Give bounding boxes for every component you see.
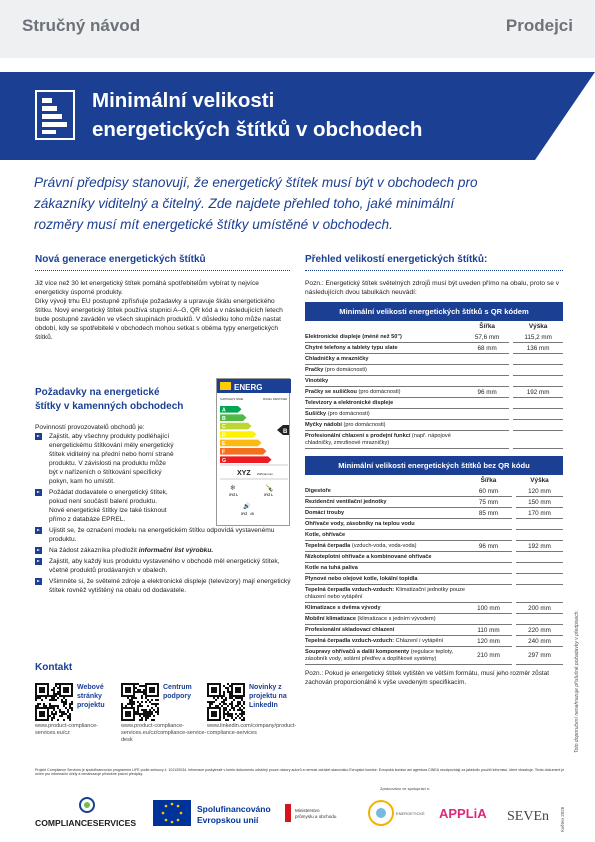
contact-list: [35, 683, 295, 744]
label-class-letter: D: [222, 432, 226, 439]
label-width: [465, 409, 509, 420]
table-row: [305, 409, 563, 420]
top-bar: [0, 0, 595, 58]
label-class-letter: A: [222, 407, 226, 414]
label-height: [513, 420, 563, 431]
col-width-header: Šířka: [480, 477, 497, 484]
label-supplier: SUPPLIER'S NAME: [220, 398, 244, 401]
product-group: Plynové nebo olejové kotle, lokální topidla: [305, 574, 465, 585]
label-height: [516, 563, 563, 574]
label-width: 85 mm: [465, 508, 512, 519]
list-item: Všimněte si, že světelné zdroje a elektronické displeje (televizory) mají energetický štítek rovněž vytištěný na obalu od dodavatele.: [35, 577, 295, 595]
bottle-icon: 🍾: [265, 484, 274, 492]
product-group: Myčky nádobí (pro domácnosti): [305, 420, 465, 431]
label-class-bar: [220, 448, 267, 455]
list-item: Na žádost zákazníka předložit informační list výrobku.: [35, 546, 295, 555]
contact-item-support[interactable]: [121, 683, 207, 744]
svg-text:Spolufinancováno: Spolufinancováno: [197, 804, 271, 814]
table-row: [305, 343, 563, 354]
label-height: [516, 552, 563, 563]
product-group: Televizory a elektronické displeje: [305, 398, 465, 409]
table-row: [305, 387, 563, 398]
contact-label: Webové stránky projektu: [77, 684, 105, 709]
label-height: [516, 614, 563, 625]
product-group: Tepelná čerpadla vzduch-vzduch: Klimatizační jednotky pouze chlazení nebo vytápění: [305, 585, 465, 603]
qr-code-icon: [35, 683, 73, 721]
energy-agency-logo: [361, 796, 431, 835]
arrow-bullet-icon: [35, 578, 42, 585]
contact-heading: Kontakt: [35, 662, 73, 673]
table-row: [305, 636, 563, 647]
label-brand: ENERG: [234, 383, 263, 392]
ministry-logo: [285, 796, 355, 835]
label-width: [465, 519, 512, 530]
svg-text:COMPLIANCESERVICES: COMPLIANCESERVICES: [35, 818, 137, 828]
label-width: [465, 354, 509, 365]
overview-heading: Přehled velikostí energetických štítků:: [305, 254, 488, 265]
contact-url[interactable]: www.product-compliance-services.eu/cz: [35, 723, 98, 736]
label-height: 192 mm: [513, 387, 563, 398]
list-item: Požádat dodavatele o energetický štítek, pokud není součástí balení produktu. Nové energetické štítky lze také tisknout přímo z databáze EPREL.: [35, 488, 295, 524]
col-height-header: Výška: [528, 323, 548, 330]
snowflake-icon: ❄: [230, 484, 236, 492]
label-height: [516, 530, 563, 541]
label-width: 120 mm: [465, 636, 512, 647]
table-row: [305, 541, 563, 552]
eu-funding-logo: [153, 796, 283, 835]
table-row: [305, 519, 563, 530]
label-width: [465, 420, 509, 431]
col-width-header: Šířka: [479, 323, 495, 330]
arrow-bullet-icon: [35, 527, 42, 534]
table-row: [305, 431, 563, 449]
table-row: [305, 603, 563, 614]
table-row: [305, 376, 563, 387]
product-group: Domácí trouby: [305, 508, 465, 519]
eu-flag-icon: [220, 382, 231, 390]
label-width: [465, 552, 512, 563]
contact-url[interactable]: www.linkedin.com/company/product-compliance-services: [207, 723, 297, 736]
col-height-header: Výška: [530, 477, 549, 484]
arrow-bullet-icon: [35, 547, 42, 554]
new-generation-p1: Již více než 30 let energetický štítek pomáhá spotřebitelům vybírat ty nejvíce energeticky úsporné produkty.: [35, 280, 259, 296]
table-row: [305, 625, 563, 636]
arrow-bullet-icon: [35, 489, 42, 496]
label-height: [516, 585, 563, 603]
svg-text:Evropskou unií: Evropskou unií: [197, 815, 259, 825]
table-row: [305, 398, 563, 409]
arrow-bullet-icon: [35, 433, 42, 440]
label-kwh-unit: kWh/annum: [257, 472, 274, 476]
label-height: 220 mm: [516, 625, 563, 636]
compliance-services-logo: [35, 796, 140, 835]
table-row: [305, 497, 563, 508]
label-sub1: XYZ L: [229, 493, 239, 497]
label-height: 240 mm: [516, 636, 563, 647]
svg-text:SEVEn: SEVEn: [507, 809, 549, 824]
label-class-scale: [220, 406, 272, 464]
overview-section: [305, 253, 563, 687]
label-class-bar: [220, 456, 272, 463]
label-width: 57,6 mm: [465, 332, 509, 343]
overview-note-2: Pozn.: Pokud je energetický štítek vytištěn ve větším formátu, musí jeho rozměr zůstat zachován proporcionálně k výše uvedeným specifikacím.: [305, 670, 550, 686]
label-class-bar: [220, 440, 262, 447]
label-width: [465, 574, 512, 585]
product-group: Nízkoteplotní ohřívače a kombinované ohřívače: [305, 552, 465, 563]
list-item: Zajistit, aby každý kus produktu vystaveného v obchodě měl energetický štítek, včetně produktů prodávaných v obalech.: [35, 557, 295, 575]
label-sub2: XYZ L: [264, 493, 274, 497]
label-width: [465, 563, 512, 574]
label-height: 120 mm: [516, 486, 563, 497]
table-row: [305, 420, 563, 431]
table-row: [305, 563, 563, 574]
lead-paragraph: Právní předpisy stanovují, že energetický štítek musí být v obchodech pro zákazníky viditelný a čitelný. Zde najdete přehled toho, jaké minimální rozměry musí mít energetické štítky umístěné v obchodech.: [34, 175, 478, 232]
contact-item-website[interactable]: [35, 683, 121, 744]
product-group: Rezidenční ventilační jednotky: [305, 497, 465, 508]
list-item: Zajistit, aby všechny produkty podléhající energetickému štítkování měly energetický štítek viditelný na přední nebo horní straně produktu. V závislosti na produktu může být v nařízeních o štítkování specifický pokyn, kam ho umístit.: [35, 432, 295, 486]
label-rating: B: [283, 429, 288, 435]
product-group: Elektronické displeje (méně než 50"): [305, 332, 465, 343]
product-group: Chladničky a mrazničky: [305, 354, 465, 365]
table-row: [305, 552, 563, 563]
product-group: Pračky se sušičkou (pro domácnosti): [305, 387, 465, 398]
energy-label-graphic: [217, 379, 291, 527]
footer-text: Projekt Compliance Services je spolufinancován programem LIFE podle smlouvy č. 101120034. Informace poskytnuté v tomto dokumentu odrážejí pouze názory autorů a nemusí odrážet stanovisko Evropské komise. Evropská komise ani agentura CINEA neodpovídají za jakékoliv použití informací, které obsahuje. Tento dokument je určen pro informační účely a nenahrazuje příslušné právní předpisy.: [35, 768, 565, 777]
contact-section: [35, 662, 295, 744]
side-disclaimer: Toto doporučení nenahrazuje příslušné požadavky v předpisech.: [574, 610, 580, 753]
product-group: Vinotéky: [305, 376, 465, 387]
table-row: [305, 647, 563, 665]
contact-label: Centrum podpory: [163, 684, 192, 700]
requirements-intro: Povinností provozovatelů obchodů je:: [35, 424, 145, 431]
label-width: 96 mm: [465, 387, 509, 398]
label-height: [513, 365, 563, 376]
speaker-icon: 🔊: [243, 503, 251, 510]
label-model: MODEL IDENTIFIER: [263, 398, 288, 401]
label-width: [465, 585, 512, 603]
table-row: [305, 614, 563, 625]
publication-date: Květen 2026: [560, 806, 565, 832]
energy-label-icon: [34, 89, 76, 141]
new-generation-p2: Díky vývoji trhu EU postupně zpřísňuje požadavky a upravuje škálu energetického štítku. Nový energetický štítek používá stupnici A–G, QR kód a v následujících letech bude postupně zaváděn ve všech skupinách produktů. V důsledku toho může nastat období, kdy se spotřebitelé v obchodech mohou setkat s oběma typy energetických štítků.: [35, 298, 283, 341]
label-height: [516, 519, 563, 530]
product-group: Tepelná čerpadla vzduch-vzduch: Chlazení i vytápění: [305, 636, 465, 647]
product-group: Chytré telefony a tablety typu slate: [305, 343, 465, 354]
label-class-letter: C: [222, 424, 226, 431]
table-noqr-title: Minimální velikosti energetických štítků bez QR kódu: [305, 456, 563, 475]
label-width: [465, 376, 509, 387]
table-row: [305, 530, 563, 541]
list-item: Ujistit se, že označení modelu na energetickém štítku odpovídá vystavenému produktu.: [35, 526, 295, 544]
table-row: [305, 585, 563, 603]
label-height: [516, 574, 563, 585]
product-group: Kotle, ohřívače: [305, 530, 465, 541]
label-height: 136 mm: [513, 343, 563, 354]
new-generation-section: [35, 253, 290, 342]
label-height: 170 mm: [516, 508, 563, 519]
table-qr: [305, 321, 563, 449]
contact-label: Novinky z projektu na LinkedIn: [249, 684, 287, 709]
svg-text:průmyslu a obchodu: průmyslu a obchodu: [295, 814, 337, 819]
table-row: [305, 574, 563, 585]
label-height: [513, 409, 563, 420]
label-height: 115,2 mm: [513, 332, 563, 343]
label-width: [465, 431, 509, 449]
table-noqr: [305, 475, 563, 665]
partners-note: Zpracováno ve spolupráci s:: [380, 786, 431, 791]
product-group: Tepelná čerpadla (vzduch-voda, voda-voda): [305, 541, 465, 552]
product-information-sheet-link: informační list výrobku.: [138, 547, 214, 554]
table-row: [305, 365, 563, 376]
contact-item-linkedin[interactable]: [207, 683, 297, 744]
svg-text:ENERGETICKÉ: ENERGETICKÉ: [396, 811, 425, 816]
label-height: [513, 431, 563, 449]
svg-text:APPLiA: APPLiA: [439, 806, 487, 821]
energy-label-sample: [216, 378, 290, 526]
dotted-divider: [305, 270, 563, 271]
product-group: Profesionální chlazení s prodejní funkcí (např. nápojové chladničky, zmrzlinové mrazničky): [305, 431, 465, 449]
label-width: 96 mm: [465, 541, 512, 552]
product-group: Mobilní klimatizace (klimatizace s jedním vývodem): [305, 614, 465, 625]
label-class-letter: F: [222, 449, 226, 456]
label-class-letter: E: [222, 441, 226, 447]
label-width: 75 mm: [465, 497, 512, 508]
product-group: Pračky (pro domácnosti): [305, 365, 465, 376]
label-class-letter: B: [222, 415, 226, 422]
arrow-bullet-icon: [35, 558, 42, 565]
label-width: 60 mm: [465, 486, 512, 497]
label-height: [513, 376, 563, 387]
qr-code-icon: [121, 683, 159, 721]
contact-url[interactable]: www.product-compliance-services.eu/cz/compliance-service-desk: [121, 723, 207, 743]
label-height: [513, 354, 563, 365]
label-width: 110 mm: [465, 625, 512, 636]
label-width: 100 mm: [465, 603, 512, 614]
label-height: 200 mm: [516, 603, 563, 614]
label-sub3: XYZ: [241, 512, 248, 516]
table-row: [305, 332, 563, 343]
audience-label: Prodejci: [505, 16, 573, 35]
label-width: [465, 614, 512, 625]
label-kwh: XYZ: [237, 470, 251, 477]
label-height: 192 mm: [516, 541, 563, 552]
qr-code-icon: [207, 683, 245, 721]
label-width: 210 mm: [465, 647, 512, 665]
applia-logo: [437, 796, 501, 835]
banner-slant: [535, 72, 595, 160]
label-height: 150 mm: [516, 497, 563, 508]
product-group: Kotle na tuhá paliva: [305, 563, 465, 574]
table-qr-title: Minimální velikosti energetických štítků s QR kódem: [305, 302, 563, 321]
requirements-heading: Požadavky na energetické štítky v kamenných obchodech: [35, 387, 184, 412]
product-group: Digestoře: [305, 486, 465, 497]
label-width: [465, 530, 512, 541]
page-title: Minimální velikosti energetických štítků v obchodech: [92, 89, 423, 141]
product-group: Klimatizace s dvěma vývody: [305, 603, 465, 614]
label-class-letter: G: [222, 457, 227, 464]
product-group: Ohřívače vody, zásobníky na teplou vodu: [305, 519, 465, 530]
seven-logo: [505, 796, 557, 835]
table-row: [305, 486, 563, 497]
dotted-divider: [35, 270, 290, 271]
label-sub4: dB: [250, 512, 254, 516]
label-height: 297 mm: [516, 647, 563, 665]
label-width: 68 mm: [465, 343, 509, 354]
product-group: Soupravy ohřívačů a další komponenty (regulace teploty, zásobník vody, solární předřev a doplňkové systémy): [305, 647, 465, 665]
new-generation-heading: Nová generace energetických štítků: [35, 254, 206, 265]
doc-type-label: Stručný návod: [22, 16, 141, 35]
label-height: [513, 398, 563, 409]
svg-text:Ministerstvo: Ministerstvo: [295, 808, 320, 813]
product-group: Sušičky (pro domácnosti): [305, 409, 465, 420]
product-group: Profesionální skladovací chlazení: [305, 625, 465, 636]
table-row: [305, 508, 563, 519]
table-row: [305, 354, 563, 365]
overview-note: Pozn.: Energetický štítek světelných zdrojů musí být uveden přímo na obalu, proto se v následujících dvou tabulkách neuvádí:: [305, 280, 559, 296]
partner-logos: [35, 796, 560, 830]
label-width: [465, 398, 509, 409]
label-width: [465, 365, 509, 376]
